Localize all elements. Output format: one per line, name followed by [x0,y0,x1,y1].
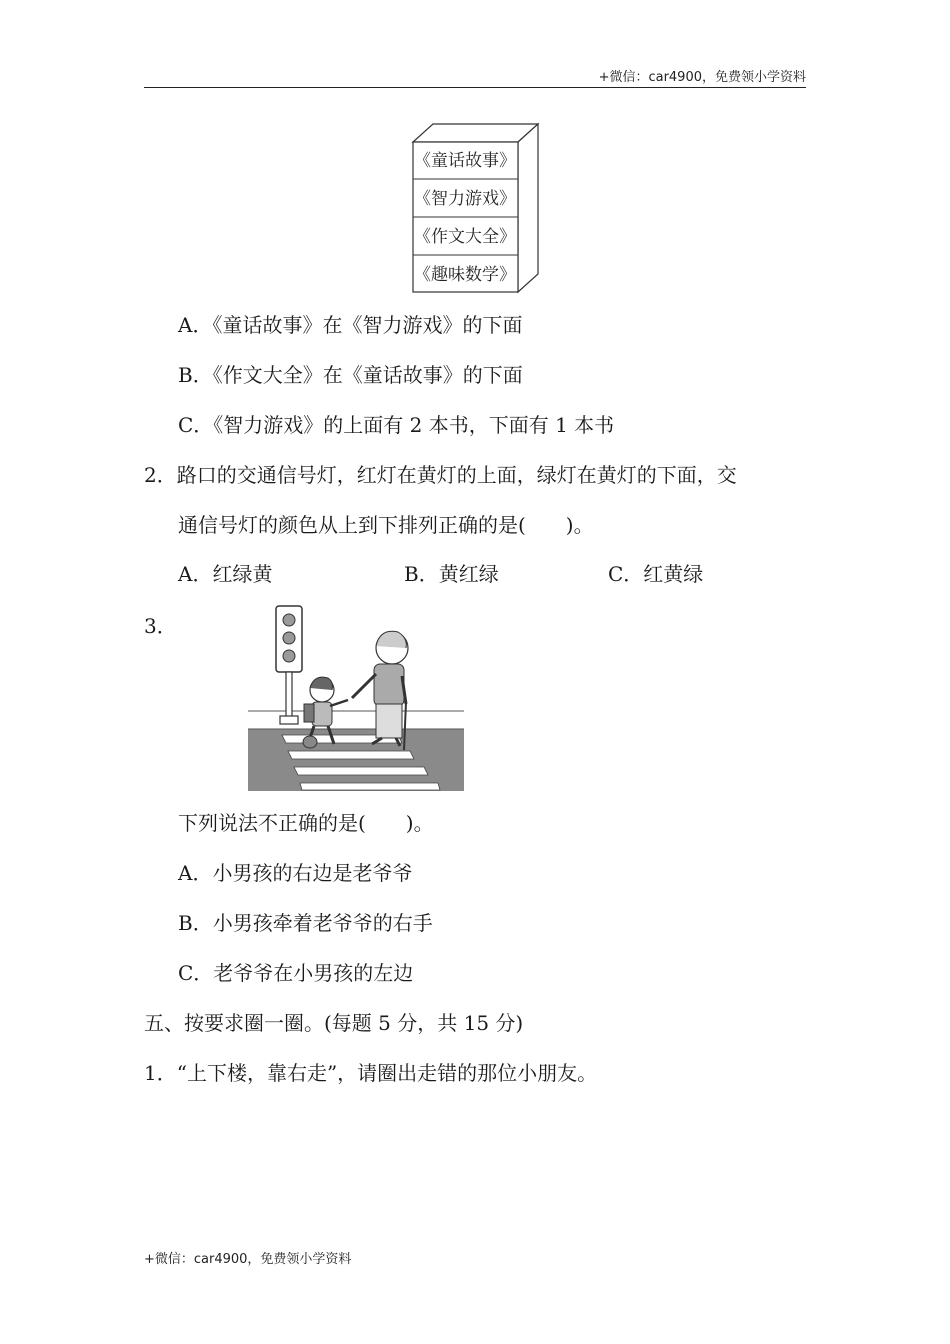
q2-option-b: B．黄红绿 [404,562,499,586]
q2-option-a: A．红绿黄 [178,562,273,586]
q2-stem-line1: 2．路口的交通信号灯，红灯在黄灯的上面，绿灯在黄灯的下面，交 [144,463,737,487]
q1-option-b: B．《作文大全》在《童话故事》的下面 [178,363,523,387]
header-divider [144,87,806,88]
q3-prompt: 下列说法不正确的是( )。 [178,811,434,835]
bookshelf-illustration [405,122,545,298]
q2-option-c: C．红黄绿 [608,562,704,586]
q3-number: 3． [144,614,177,638]
book-1: 《童话故事》 [414,151,516,171]
q3-option-a: A．小男孩的右边是老爷爷 [178,861,413,885]
header-watermark: +微信：car4900，免费领小学资料 [598,70,806,85]
book-3: 《作文大全》 [414,227,516,247]
q1-option-a: A．《童话故事》在《智力游戏》的下面 [178,313,523,337]
footer-watermark: +微信：car4900，免费领小学资料 [144,1252,352,1267]
section5-title: 五、按要求圈一圈。(每题 5 分，共 15 分) [144,1011,524,1035]
q3-option-c: C．老爷爷在小男孩的左边 [178,961,414,985]
book-4: 《趣味数学》 [414,265,516,285]
crosswalk-illustration [248,604,466,792]
q1-option-c: C．《智力游戏》的上面有 2 本书，下面有 1 本书 [178,413,615,437]
book-2: 《智力游戏》 [414,189,516,209]
section5-q1: 1．“上下楼，靠右走”，请圈出走错的那位小朋友。 [144,1061,598,1085]
q2-stem-line2: 通信号灯的颜色从上到下排列正确的是( )。 [178,513,594,537]
q3-option-b: B．小男孩牵着老爷爷的右手 [178,911,433,935]
